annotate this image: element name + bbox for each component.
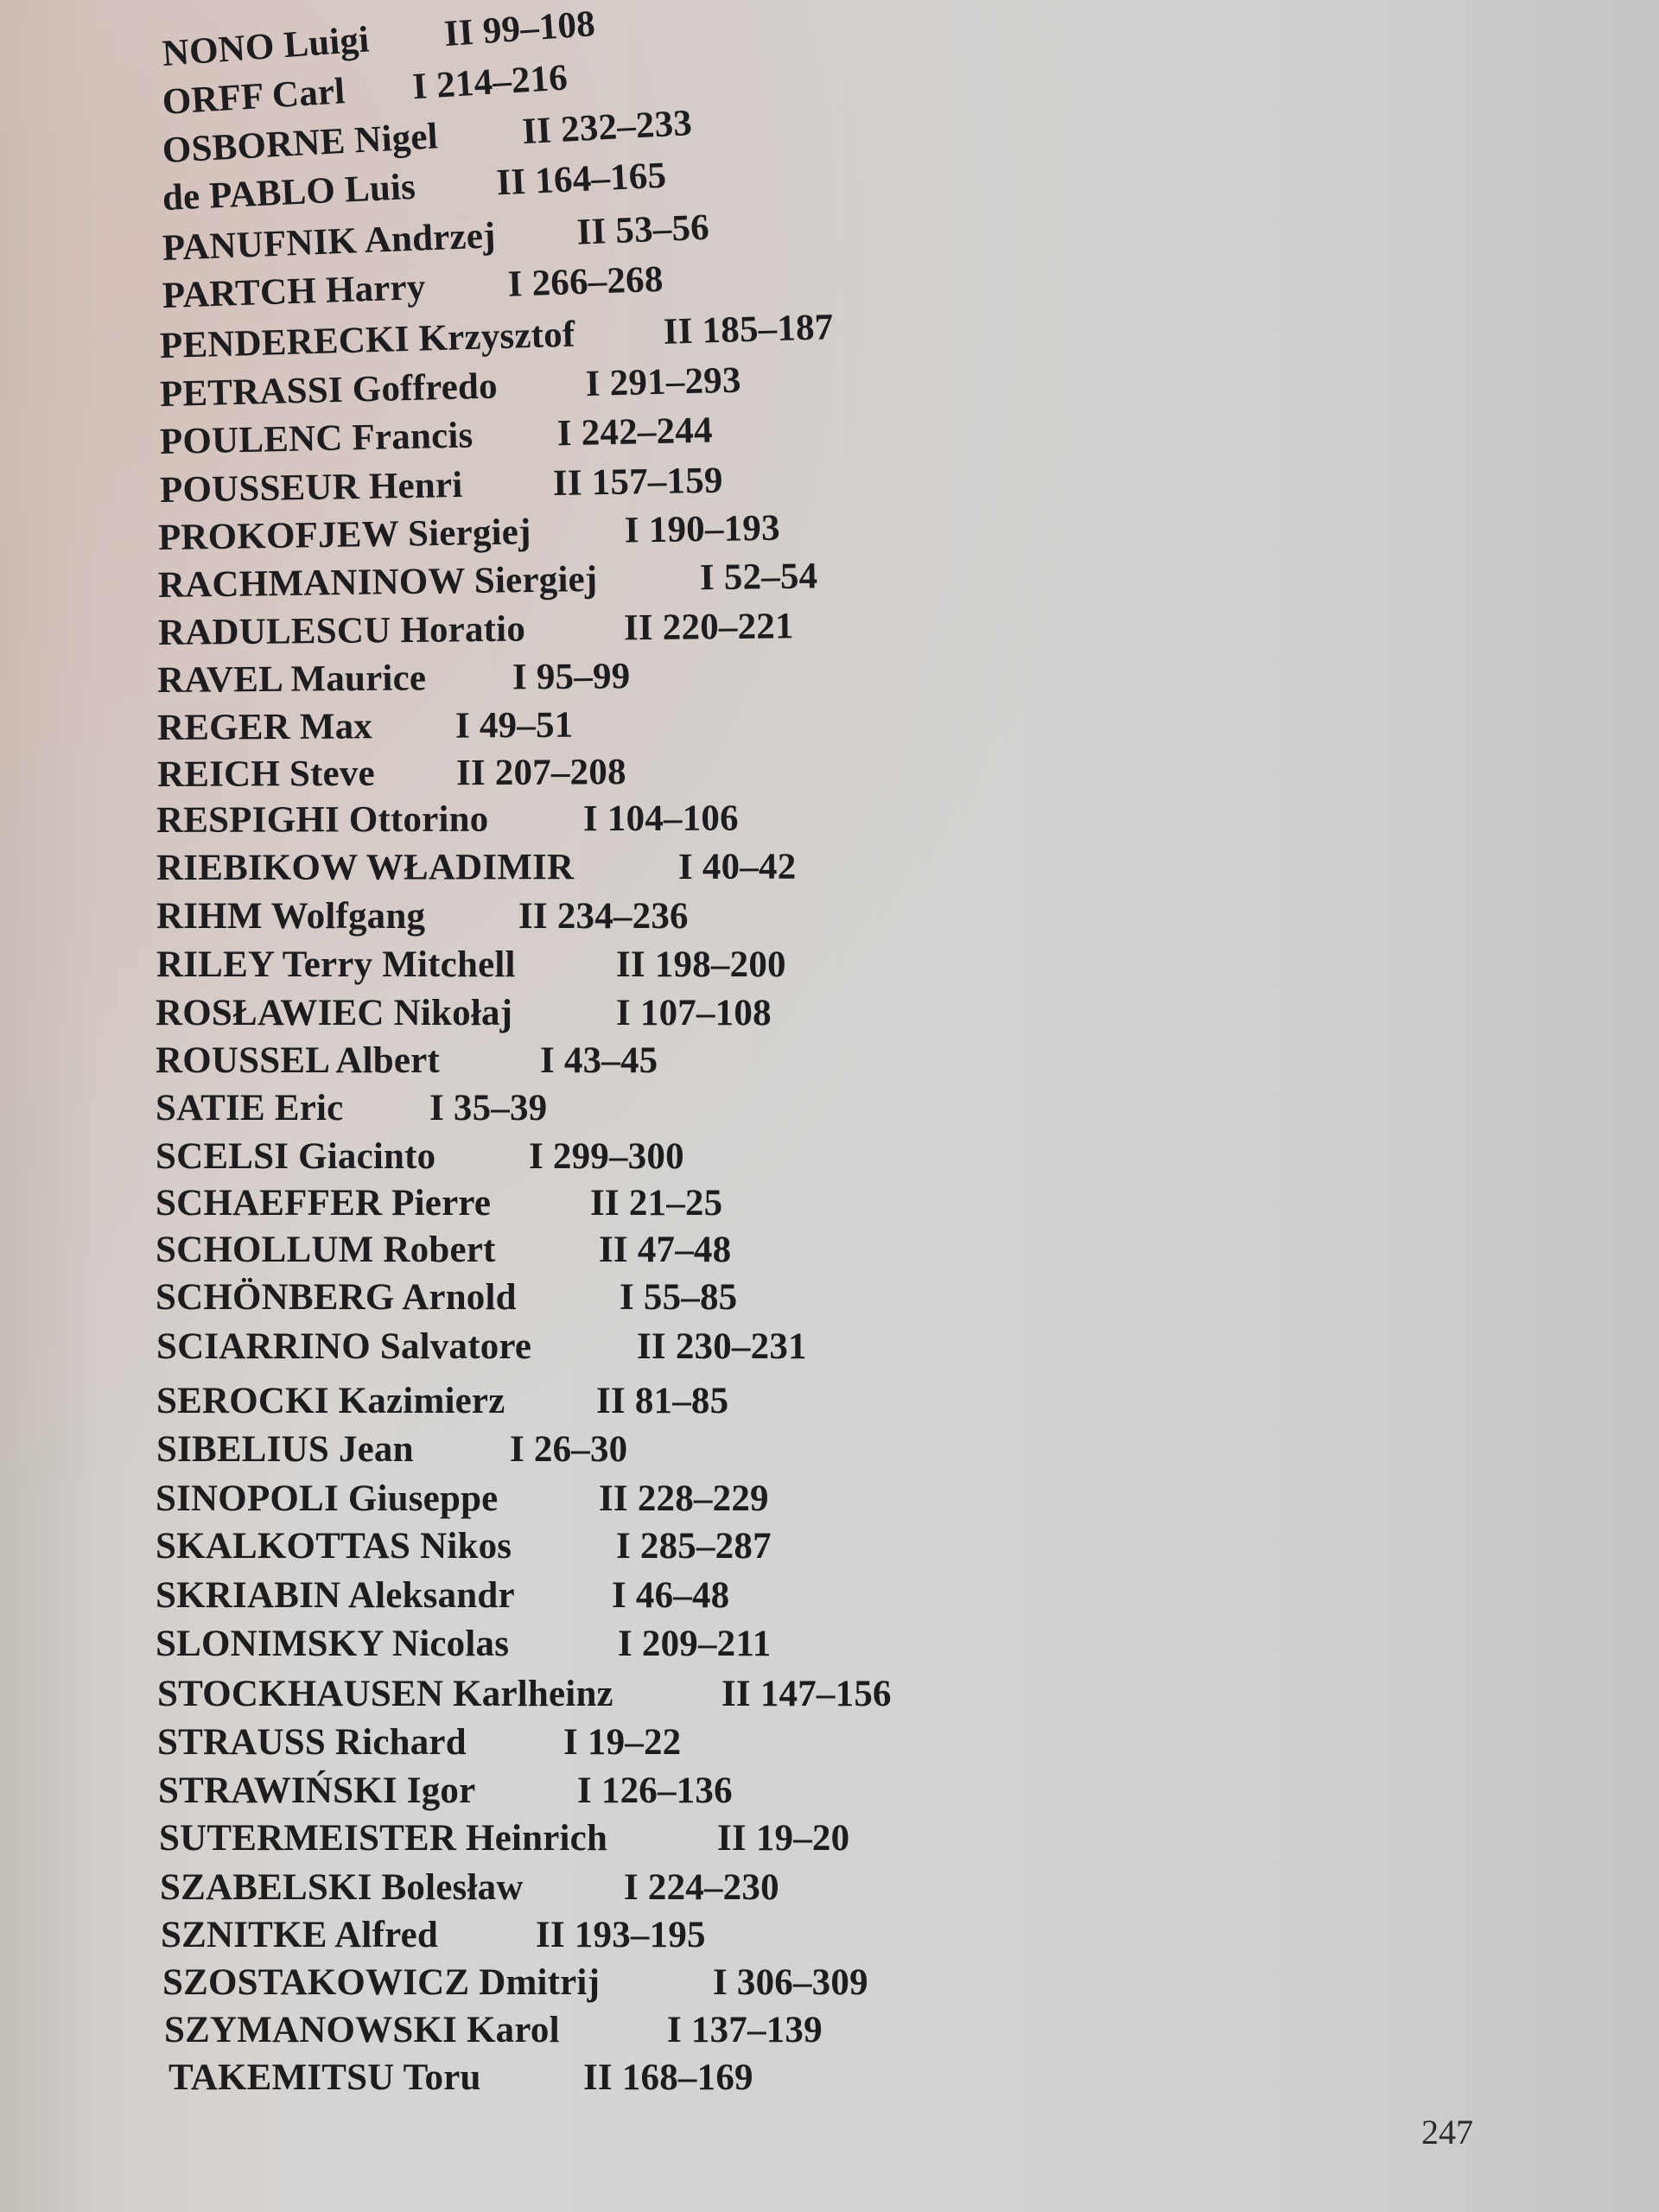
page-reference: II 99–108 (442, 3, 597, 55)
composer-name: SZABELSKI Bolesław (160, 1867, 524, 1908)
page-reference: II 198–200 (616, 944, 786, 985)
page-reference: II 168–169 (583, 2057, 753, 2098)
index-entry (156, 1039, 799, 1083)
index-entry (156, 1478, 858, 1521)
page-reference: I 19–22 (563, 1722, 682, 1763)
index-entry (156, 1087, 689, 1130)
page-reference: I 137–139 (667, 2010, 823, 2050)
composer-name: PETRASSI Goffredo (159, 365, 499, 415)
composer-name: SINOPOLI Giuseppe (156, 1478, 499, 1519)
composer-name: SZNITKE Alfred (161, 1915, 438, 1955)
composer-name: STRAUSS Richard (157, 1722, 467, 1763)
index-entry (161, 1914, 795, 1957)
page-reference: II 232–233 (521, 102, 694, 153)
index-entry (156, 1325, 896, 1369)
page-reference: II 228–229 (599, 1478, 769, 1519)
page-reference: I 95–99 (512, 656, 631, 698)
composer-name: REGER Max (156, 706, 373, 748)
composer-name: SCELSI Giacinto (156, 1136, 436, 1177)
page-reference: I 104–106 (582, 798, 739, 840)
page-reference: II 157–159 (552, 460, 724, 505)
page-reference: I 49–51 (454, 704, 574, 747)
composer-name: SCIARRINO Salvatore (156, 1326, 532, 1367)
page-reference: I 285–287 (616, 1526, 772, 1567)
page-reference: II 19–20 (717, 1818, 850, 1859)
composer-name: POULENC Francis (159, 415, 474, 462)
composer-name: SKRIABIN Aleksandr (156, 1575, 515, 1616)
composer-name: SZYMANOWSKI Karol (164, 2010, 560, 2050)
composer-name: SCHÖNBERG Arnold (156, 1277, 517, 1318)
composer-name: REICH Steve (156, 753, 375, 795)
index-entry (156, 1623, 877, 1666)
page-reference: II 230–231 (637, 1326, 807, 1367)
composer-name: POUSSEUR Henri (159, 464, 463, 511)
composer-name: ROUSSEL Albert (156, 1040, 440, 1081)
index-entry (162, 1961, 972, 2005)
index-entry (156, 1380, 855, 1423)
page-reference: I 46–48 (612, 1575, 730, 1616)
page-reference: I 35–39 (429, 1088, 548, 1128)
page-reference: I 266–268 (506, 258, 664, 305)
page-reference: II 21–25 (590, 1183, 723, 1224)
page-reference: I 190–193 (624, 507, 781, 551)
page-reference: II 53–56 (575, 207, 710, 253)
page-reference: I 214–216 (410, 57, 569, 108)
index-entry (156, 1525, 875, 1568)
index-entry (156, 1182, 849, 1225)
index-entry (157, 1721, 823, 1764)
composer-name: SEROCKI Kazimierz (156, 1381, 505, 1421)
index-entry (156, 1574, 871, 1618)
composer-name: RAVEL Maurice (156, 658, 427, 701)
index-entry (156, 1229, 858, 1272)
index-entry (158, 1770, 836, 1813)
index-entry (156, 1276, 879, 1319)
page-reference: II 147–156 (721, 1674, 892, 1714)
index-entry (158, 553, 960, 607)
index-entry (157, 654, 772, 702)
index-entry (159, 407, 817, 464)
composer-name: ORFF Carl (161, 71, 346, 123)
index-entry (157, 702, 715, 750)
index-entry (156, 1428, 769, 1471)
composer-name: SATIE Eric (156, 1088, 344, 1128)
page-reference: II 207–208 (455, 752, 626, 794)
page-reference: I 306–309 (713, 1962, 868, 2003)
index-entry (159, 1817, 976, 1860)
index-entry (158, 604, 883, 655)
page-reference: II 220–221 (623, 606, 794, 649)
composer-name: RACHMANINOW Siergiej (157, 558, 598, 606)
page-reference: I 26–30 (510, 1429, 628, 1470)
index-entry (168, 2056, 842, 2100)
composer-name: PANUFNIK Andrzej (162, 215, 497, 269)
index-entry (156, 895, 778, 938)
page-reference: I 299–300 (529, 1136, 684, 1177)
composer-name: PARTCH Harry (162, 266, 427, 316)
composer-name: RADULESCU Horatio (157, 608, 526, 653)
composer-name: ROSŁAWIEC Nikołaj (156, 993, 513, 1033)
composer-name: STRAWIŃSKI Igor (158, 1770, 476, 1811)
index-entry (157, 1673, 981, 1716)
composer-name: SLONIMSKY Nicolas (156, 1624, 510, 1664)
index-entry (159, 357, 845, 416)
page-reference: II 164–165 (495, 155, 668, 204)
page-reference: I 40–42 (677, 846, 797, 887)
page-reference: II 185–187 (663, 307, 835, 353)
page-reference: I 55–85 (620, 1277, 738, 1318)
index-entry (156, 992, 875, 1035)
composer-name: OSBORNE Nigel (161, 116, 439, 171)
composer-name: SCHAEFFER Pierre (156, 1183, 492, 1224)
composer-name: STOCKHAUSEN Karlheinz (157, 1674, 613, 1714)
index-entry (160, 458, 813, 512)
page-reference: I 242–244 (556, 410, 714, 454)
index-entry (156, 845, 938, 890)
composer-name: SZOSTAKOWICZ Dmitrij (162, 1962, 601, 2003)
index-entry (156, 944, 875, 987)
composer-name: SIBELIUS Jean (156, 1429, 414, 1470)
composer-name: RIHM Wolfgang (156, 896, 426, 937)
page-reference: II 193–195 (536, 1915, 706, 1955)
composer-name: SUTERMEISTER Heinrich (159, 1818, 608, 1859)
page-number: 247 (1421, 2113, 1473, 2152)
index-entry (157, 751, 715, 797)
page-reference: I 43–45 (540, 1040, 658, 1081)
composer-name: PROKOFJEW Siergiej (157, 512, 531, 558)
index-entry (156, 797, 842, 842)
page-reference: I 209–211 (618, 1624, 772, 1664)
composer-name: SCHOLLUM Robert (156, 1230, 496, 1270)
composer-name: de PABLO Luis (161, 166, 417, 219)
page-reference: I 52–54 (699, 556, 818, 599)
composer-name: RESPIGHI Ottorino (156, 798, 489, 841)
page-reference: I 224–230 (624, 1867, 779, 1908)
index-entry (160, 1866, 883, 1910)
page-reference: II 234–236 (518, 896, 689, 937)
composer-name: RILEY Terry Mitchell (156, 944, 516, 985)
page-reference: I 107–108 (616, 993, 772, 1033)
page-reference: I 291–293 (585, 359, 742, 404)
composer-name: TAKEMITSU Toru (168, 2057, 481, 2098)
index-entry (164, 2009, 926, 2052)
page-reference: II 81–85 (596, 1381, 729, 1421)
index-entry (156, 1135, 788, 1179)
composer-name: NONO Luigi (161, 19, 371, 74)
page-reference: II 47–48 (599, 1230, 732, 1270)
composer-name: PENDERECKI Krzysztof (159, 314, 575, 366)
composer-name: SKALKOTTAS Nikos (156, 1526, 512, 1567)
page-reference: I 126–136 (577, 1770, 733, 1811)
composer-name: RIEBIKOW WŁADIMIR (156, 847, 575, 888)
index-entry (158, 505, 885, 560)
